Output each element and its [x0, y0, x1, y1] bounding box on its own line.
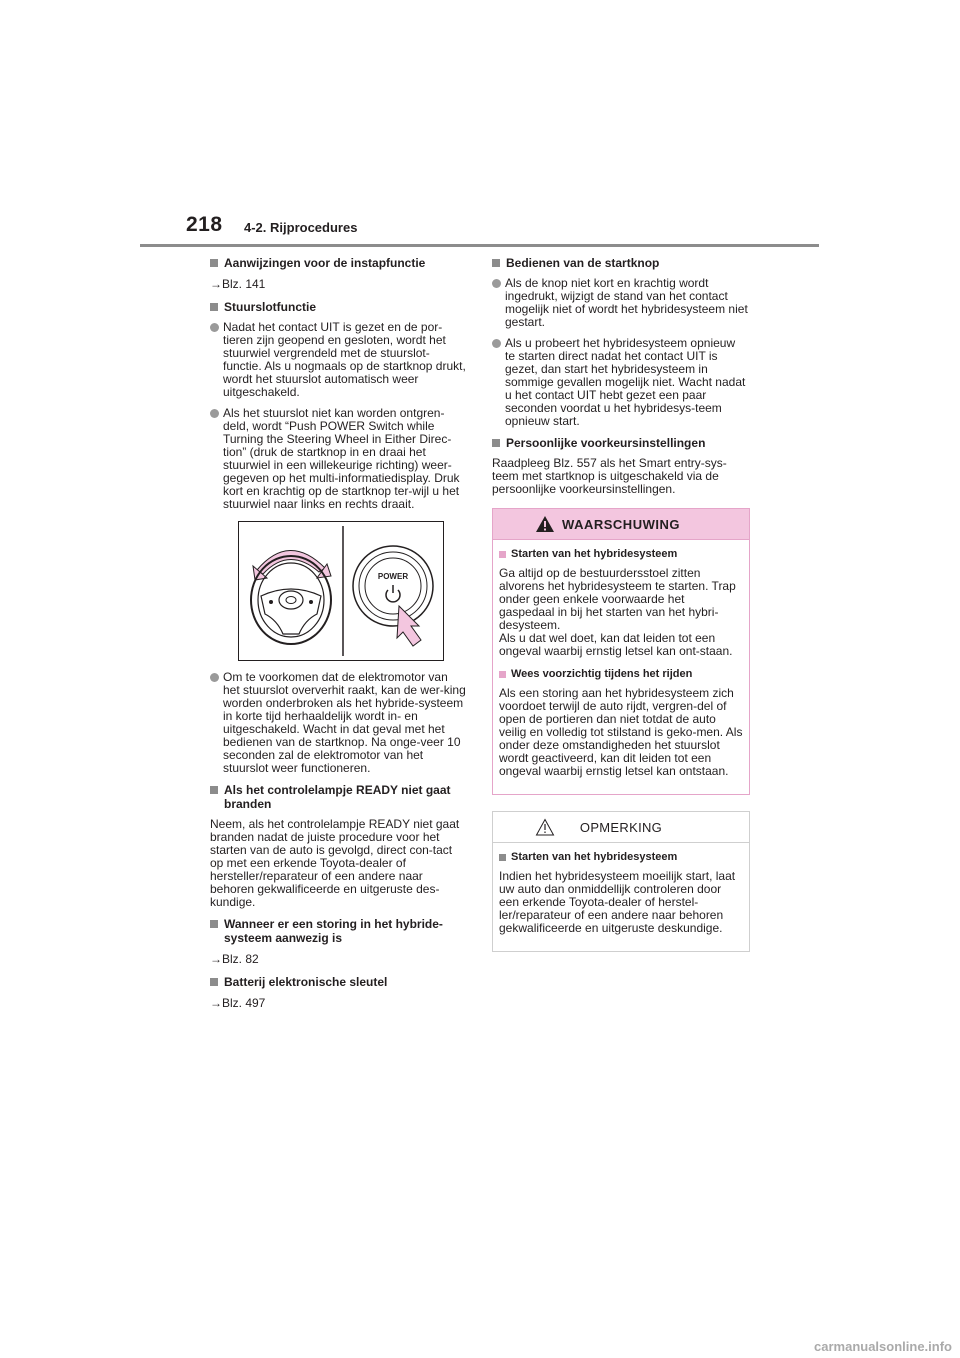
- heading-storing: Wanneer er een storing in het hybride-systeem aanwezig is: [210, 917, 466, 945]
- paragraph-ready-lampje: Neem, als het controlelampje READY niet gaat branden nadat de juiste procedure voor het starten van de auto is gevolgd, direct con-tact op met een erkende Toyota-dealer of hersteller/reparateur of een andere naar behoren gekwalificeerde en uitgeruste des-kundige.: [210, 817, 460, 909]
- bullet-stuurslot-ontgrendelen: Als het stuurslot niet kan worden ontgren-deld, wordt “Push POWER Switch while Turning the Steering Wheel in Either Direc-tion” (druk de startknop in en draai het stuurwiel in een willekeurige richting) weer-gegeven op het multi-informatiedisplay. Druk kort en krachtig op de startknop ter-wijl u het stuurwiel naar links en rechts draait.: [210, 407, 466, 511]
- caution-triangle-icon: [535, 818, 555, 836]
- right-column: [492, 256, 748, 952]
- note-text-starten: Indien het hybridesysteem moeilijk start, laat uw auto dan onmiddellijk controleren door een erkende Toyota-dealer of herstel-ler/reparateur of een andere naar behoren gekwalificeerde en uitgeruste deskundige.: [499, 869, 736, 935]
- heading-voorkeursinstellingen: Persoonlijke voorkeursinstellingen: [492, 436, 748, 450]
- rotate-arrow-icon: [257, 550, 325, 574]
- steering-wheel-icon: [251, 556, 331, 644]
- heading-batterij: Batterij elektronische sleutel: [210, 975, 466, 989]
- warning-title: WAARSCHUWING: [562, 516, 680, 532]
- warning-body: [493, 539, 749, 794]
- left-column: [210, 256, 466, 1019]
- warning-text-letsel: Als u dat wel doet, kan dat leiden tot een ongeval waarbij ernstig letsel kan ont-staan.: [499, 631, 733, 658]
- warning-header: [493, 509, 749, 539]
- steering-wheel-power-figure: [238, 521, 444, 661]
- heading-instapfunctie: Aanwijzingen voor de instapfunctie: [210, 256, 466, 270]
- page-reference: →Blz. 82: [210, 952, 259, 966]
- heading-ready-lampje: Als het controlelampje READY niet gaat branden: [210, 783, 466, 811]
- warning-text-starten: Ga altijd op de bestuurdersstoel zitten alvorens het hybridesysteem te starten. Trap onder geen enkele voorwaarde het gaspedaal in bij het starten van het hybri-desysteem.: [499, 566, 736, 632]
- warning-triangle-icon: [535, 515, 555, 533]
- bullet-oververhitting: Om te voorkomen dat de elektromotor van het stuurslot oververhit raakt, kan de wer-king worden onderbroken als het hybride-systeem in korte tijd herhaaldelijk wordt in- en uitgeschakeld. Wacht in dat geval met het bedienen van de startknop. Na onge-veer 10 seconden zal de elektromotor van het stuurslot weer functioneren.: [210, 671, 466, 775]
- power-button-icon: [353, 546, 433, 626]
- warning-box: [492, 508, 750, 795]
- bullet-knop-kort: Als de knop niet kort en krachtig wordt ingedrukt, wijzigt de stand van het contact mogelijk niet of wordt het hybridesysteem niet gestart.: [492, 277, 748, 329]
- page-reference: →Blz. 141: [210, 277, 266, 291]
- section-title: 4-2. Rijprocedures: [244, 220, 358, 235]
- header-rule: [140, 244, 819, 247]
- bullet-stuurslot-vergrendeld: Nadat het contact UIT is gezet en de por-tieren zijn geopend en gesloten, wordt het stuurwiel vergrendeld met de stuurslot-functie. Als u nogmaals op de startknop drukt, wordt het stuurslot automatisch weer uitgeschakeld.: [210, 321, 466, 399]
- warning-heading-rijden: Wees voorzichtig tijdens het rijden: [499, 668, 749, 681]
- heading-stuurslotfunctie: Stuurslotfunctie: [210, 300, 466, 314]
- figure-illustration: [239, 522, 443, 660]
- note-title: OPMERKING: [579, 819, 663, 835]
- note-heading-starten: Starten van het hybridesysteem: [499, 851, 749, 864]
- warning-text-rijden: Als een storing aan het hybridesysteem zich voordoet terwijl de auto rijdt, vergren-del of open de portieren dan niet totdat de auto veilig en volledig tot stilstand is geko-men. Als onder deze omstandigheden het stuurslot wordt geactiveerd, kan dit leiden tot een ongeval waarbij ernstig letsel kan ontstaan.: [499, 686, 743, 778]
- page-reference: →Blz. 497: [210, 996, 266, 1010]
- note-body: [493, 843, 749, 951]
- bullet-opnieuw-starten: Als u probeert het hybridesysteem opnieuw te starten direct nadat het contact UIT is gezet, dan start het hybridesysteem in sommige gevallen mogelijk niet. Wacht nadat u het contact UIT hebt gezet een paar seconden voordat u het hybridesys-teem opnieuw start.: [492, 337, 748, 428]
- note-box: [492, 811, 750, 952]
- warning-heading-starten: Starten van het hybridesysteem: [499, 548, 749, 561]
- paragraph-voorkeursinstellingen: Raadpleeg Blz. 557 als het Smart entry-sys-teem met startknop is uitgeschakeld via de persoonlijke voorkeursinstellingen.: [492, 456, 727, 496]
- note-header: [493, 812, 749, 843]
- watermark: carmanualsonline.info: [814, 1339, 952, 1354]
- heading-startknop: Bedienen van de startknop: [492, 256, 748, 270]
- power-button-label: POWER: [377, 572, 409, 581]
- page-number: 218: [186, 213, 223, 236]
